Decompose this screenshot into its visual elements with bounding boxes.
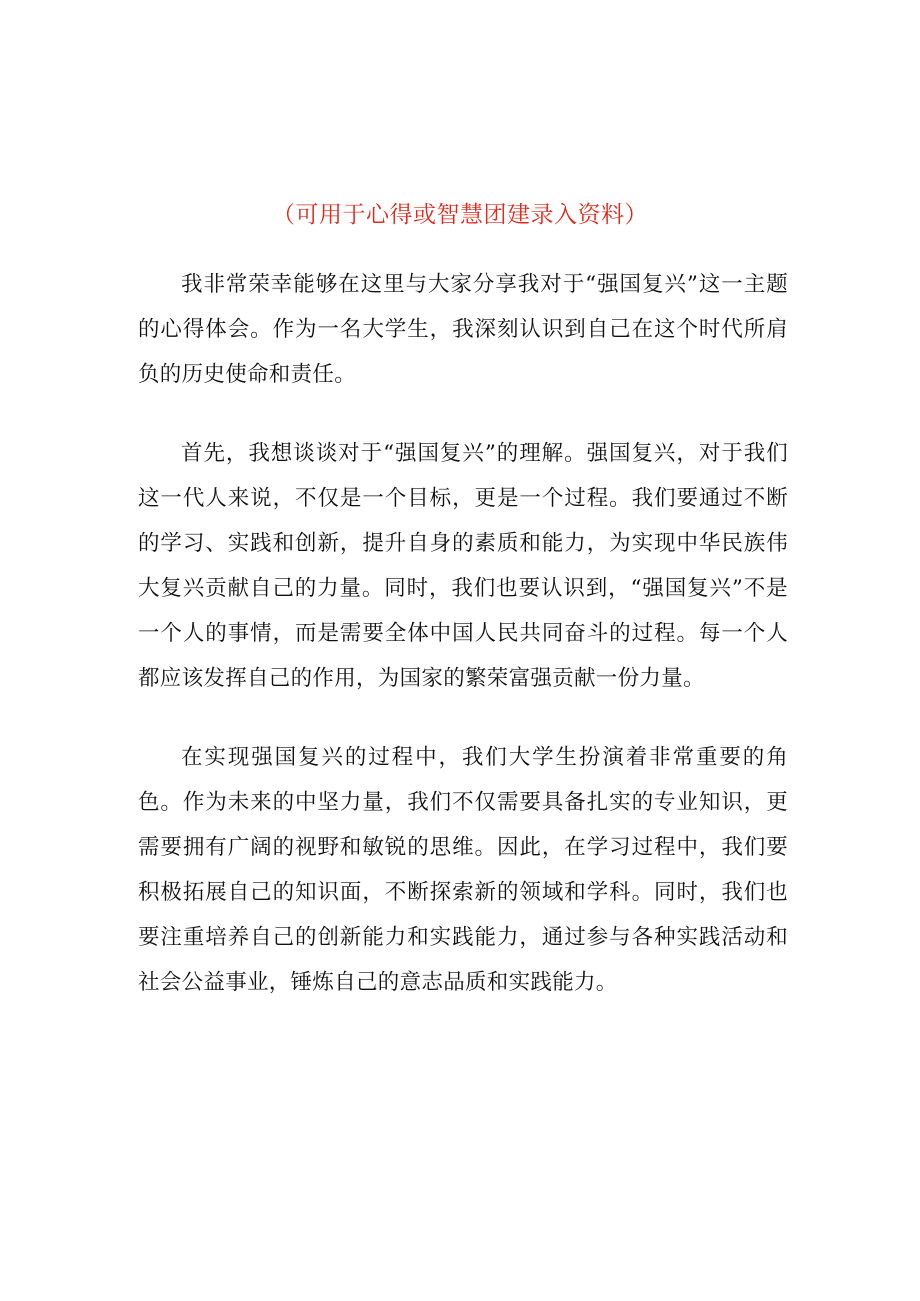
- paragraph-understanding: 首先，我想谈谈对于“强国复兴”的理解。强国复兴，对于我们这一代人来说，不仅是一个目标，更是一个过程。我们要通过不断的学习、实践和创新，提升自身的素质和能力，为实现中华民族伟大复兴贡献自己的力量。同时，我们也要认识到，“强国复兴”不是一个人的事情，而是需要全体中国人民共同奋斗的过程。每一个人都应该发挥自己的作用，为国家的繁荣富强贡献一份力量。: [138, 441, 788, 691]
- paragraph-intro: 我非常荣幸能够在这里与大家分享我对于“强国复兴”这一主题的心得体会。作为一名大学生，我深刻认识到自己在这个时代所肩负的历史使命和责任。: [138, 272, 788, 387]
- paragraph-student-role: 在实现强国复兴的过程中，我们大学生扮演着非常重要的角色。作为未来的中坚力量，我们不仅需要具备扎实的专业知识，更需要拥有广阔的视野和敏锐的思维。因此，在学习过程中，我们要积极拓展自己的知识面，不断探索新的领域和学科。同时，我们也要注重培养自己的创新能力和实践能力，通过参与各种实践活动和社会公益事业，锤炼自己的意志品质和实践能力。: [138, 745, 788, 995]
- body-text: [138, 262, 788, 1039]
- red-note-header: （可用于心得或智慧团建录入资料）: [272, 202, 648, 228]
